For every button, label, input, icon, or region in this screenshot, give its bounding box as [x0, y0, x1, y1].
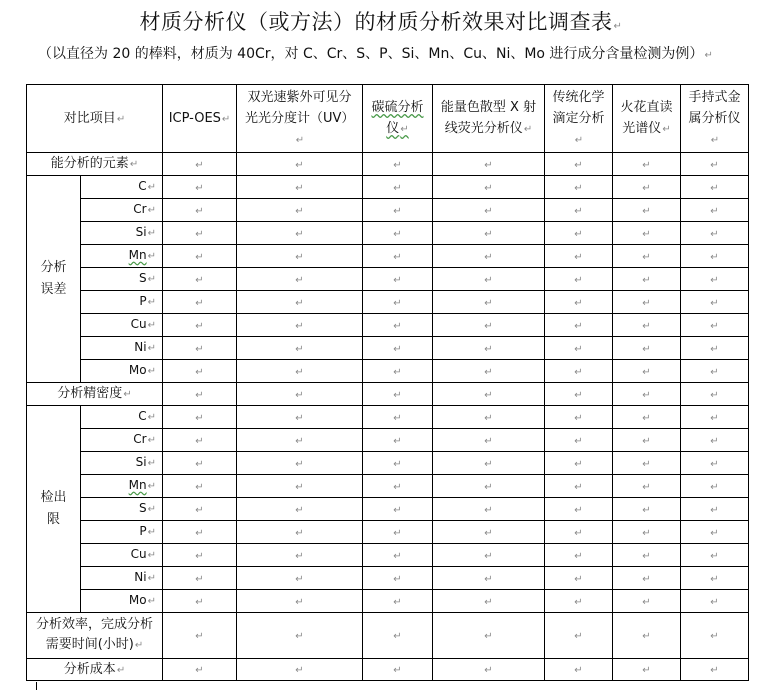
empty-cell[interactable]: ↵ — [545, 176, 613, 199]
row-elements — [27, 153, 749, 176]
empty-cell[interactable]: ↵ — [237, 383, 363, 406]
empty-cell[interactable]: ↵ — [363, 291, 433, 314]
empty-cell[interactable]: ↵ — [433, 498, 545, 521]
empty-cell[interactable]: ↵ — [433, 590, 545, 613]
empty-cell[interactable]: ↵ — [613, 222, 681, 245]
empty-cell[interactable]: ↵ — [681, 544, 749, 567]
empty-cell[interactable]: ↵ — [433, 245, 545, 268]
empty-cell[interactable]: ↵ — [433, 567, 545, 590]
header-method-cs: 碳硫分析仪↵ — [363, 85, 433, 153]
empty-cell[interactable]: ↵ — [545, 613, 613, 659]
empty-cell[interactable]: ↵ — [545, 199, 613, 222]
empty-cell[interactable]: ↵ — [237, 544, 363, 567]
empty-cell[interactable]: ↵ — [681, 475, 749, 498]
empty-cell[interactable]: ↵ — [163, 314, 237, 337]
empty-cell[interactable]: ↵ — [681, 153, 749, 176]
empty-cell[interactable]: ↵ — [363, 544, 433, 567]
empty-cell[interactable]: ↵ — [363, 245, 433, 268]
empty-cell[interactable]: ↵ — [363, 268, 433, 291]
row-error-mo — [27, 360, 749, 383]
empty-cell[interactable]: ↵ — [163, 199, 237, 222]
empty-cell[interactable]: ↵ — [237, 337, 363, 360]
element-s: S↵ — [81, 268, 163, 291]
empty-cell[interactable]: ↵ — [163, 590, 237, 613]
empty-cell[interactable]: ↵ — [613, 176, 681, 199]
empty-cell[interactable]: ↵ — [433, 337, 545, 360]
empty-cell[interactable]: ↵ — [363, 360, 433, 383]
empty-cell[interactable]: ↵ — [681, 613, 749, 659]
element-mo: Mo↵ — [81, 590, 163, 613]
page-title: 材质分析仪（或方法）的材质分析效果对比调查表↵ — [139, 10, 623, 34]
empty-cell[interactable]: ↵ — [545, 360, 613, 383]
empty-cell[interactable]: ↵ — [433, 268, 545, 291]
label-limit-group: 检出限 — [27, 406, 81, 613]
empty-cell[interactable]: ↵ — [613, 429, 681, 452]
empty-cell[interactable]: ↵ — [163, 567, 237, 590]
empty-cell[interactable]: ↵ — [237, 406, 363, 429]
label-cost: 分析成本↵ — [27, 659, 163, 681]
empty-cell[interactable]: ↵ — [163, 176, 237, 199]
header-method-handheld: 手持式金属分析仪↵ — [681, 85, 749, 153]
row-error-mn — [27, 245, 749, 268]
empty-cell[interactable]: ↵ — [433, 544, 545, 567]
element-cr: Cr↵ — [81, 199, 163, 222]
empty-cell[interactable]: ↵ — [237, 199, 363, 222]
empty-cell[interactable]: ↵ — [363, 153, 433, 176]
empty-cell[interactable]: ↵ — [545, 153, 613, 176]
element-cr: Cr↵ — [81, 429, 163, 452]
row-limit-s — [27, 498, 749, 521]
empty-cell[interactable]: ↵ — [433, 153, 545, 176]
row-limit-cr — [27, 429, 749, 452]
empty-cell[interactable]: ↵ — [681, 245, 749, 268]
empty-cell[interactable]: ↵ — [681, 406, 749, 429]
row-error-cr — [27, 199, 749, 222]
empty-cell[interactable]: ↵ — [433, 383, 545, 406]
element-c: C↵ — [81, 176, 163, 199]
empty-cell[interactable]: ↵ — [613, 314, 681, 337]
empty-cell[interactable]: ↵ — [433, 199, 545, 222]
element-mo: Mo↵ — [81, 360, 163, 383]
empty-cell[interactable]: ↵ — [545, 268, 613, 291]
empty-cell[interactable]: ↵ — [237, 475, 363, 498]
label-elements: 能分析的元素↵ — [27, 153, 163, 176]
element-c: C↵ — [81, 406, 163, 429]
element-mn: Mn↵ — [81, 475, 163, 498]
empty-cell[interactable]: ↵ — [433, 176, 545, 199]
row-error-c — [27, 176, 749, 199]
empty-cell[interactable]: ↵ — [163, 498, 237, 521]
empty-cell[interactable]: ↵ — [681, 452, 749, 475]
empty-cell[interactable]: ↵ — [163, 222, 237, 245]
empty-cell[interactable]: ↵ — [363, 567, 433, 590]
row-limit-si — [27, 452, 749, 475]
empty-cell[interactable]: ↵ — [681, 659, 749, 681]
element-si: Si↵ — [81, 452, 163, 475]
element-s: S↵ — [81, 498, 163, 521]
empty-cell[interactable]: ↵ — [237, 429, 363, 452]
empty-cell[interactable]: ↵ — [613, 452, 681, 475]
empty-cell[interactable]: ↵ — [613, 153, 681, 176]
empty-cell[interactable]: ↵ — [363, 383, 433, 406]
empty-cell[interactable]: ↵ — [433, 314, 545, 337]
row-cost — [27, 659, 749, 681]
empty-cell[interactable]: ↵ — [681, 383, 749, 406]
empty-cell[interactable]: ↵ — [681, 222, 749, 245]
row-limit-mo — [27, 590, 749, 613]
empty-cell[interactable]: ↵ — [237, 452, 363, 475]
empty-cell[interactable]: ↵ — [163, 544, 237, 567]
empty-cell[interactable]: ↵ — [681, 314, 749, 337]
element-ni: Ni↵ — [81, 567, 163, 590]
empty-cell[interactable]: ↵ — [237, 153, 363, 176]
empty-cell[interactable]: ↵ — [613, 613, 681, 659]
empty-cell[interactable]: ↵ — [363, 498, 433, 521]
empty-cell[interactable]: ↵ — [681, 521, 749, 544]
element-p: P↵ — [81, 521, 163, 544]
empty-cell[interactable]: ↵ — [363, 429, 433, 452]
element-mn: Mn↵ — [81, 245, 163, 268]
empty-cell[interactable]: ↵ — [163, 452, 237, 475]
empty-cell[interactable]: ↵ — [545, 475, 613, 498]
empty-cell[interactable]: ↵ — [545, 659, 613, 681]
empty-cell[interactable]: ↵ — [433, 222, 545, 245]
empty-cell[interactable]: ↵ — [613, 199, 681, 222]
empty-cell[interactable]: ↵ — [681, 199, 749, 222]
empty-cell[interactable]: ↵ — [613, 383, 681, 406]
empty-cell[interactable]: ↵ — [545, 590, 613, 613]
empty-cell[interactable]: ↵ — [681, 567, 749, 590]
empty-cell[interactable]: ↵ — [363, 521, 433, 544]
empty-cell[interactable]: ↵ — [363, 337, 433, 360]
empty-cell[interactable]: ↵ — [433, 406, 545, 429]
empty-cell[interactable]: ↵ — [545, 406, 613, 429]
empty-cell[interactable]: ↵ — [363, 613, 433, 659]
empty-cell[interactable]: ↵ — [613, 590, 681, 613]
row-limit-p — [27, 521, 749, 544]
empty-cell[interactable]: ↵ — [237, 567, 363, 590]
header-method-spark: 火花直读光谱仪↵ — [613, 85, 681, 153]
label-precision: 分析精密度↵ — [27, 383, 163, 406]
empty-cell[interactable]: ↵ — [613, 544, 681, 567]
comparison-table — [26, 84, 749, 681]
empty-cell[interactable]: ↵ — [613, 659, 681, 681]
empty-cell[interactable]: ↵ — [613, 268, 681, 291]
empty-cell[interactable]: ↵ — [545, 452, 613, 475]
empty-cell[interactable]: ↵ — [545, 544, 613, 567]
empty-cell[interactable]: ↵ — [237, 659, 363, 681]
empty-cell[interactable]: ↵ — [681, 429, 749, 452]
empty-cell[interactable]: ↵ — [363, 452, 433, 475]
element-cu: Cu↵ — [81, 544, 163, 567]
element-si: Si↵ — [81, 222, 163, 245]
empty-cell[interactable]: ↵ — [163, 429, 237, 452]
header-method-titration: 传统化学滴定分析↵ — [545, 85, 613, 153]
empty-cell[interactable]: ↵ — [433, 429, 545, 452]
empty-cell[interactable]: ↵ — [237, 498, 363, 521]
empty-cell[interactable]: ↵ — [237, 245, 363, 268]
row-efficiency — [27, 613, 749, 659]
empty-cell[interactable]: ↵ — [433, 452, 545, 475]
empty-cell[interactable]: ↵ — [545, 567, 613, 590]
empty-cell[interactable]: ↵ — [163, 268, 237, 291]
empty-cell[interactable]: ↵ — [613, 406, 681, 429]
empty-cell[interactable]: ↵ — [613, 475, 681, 498]
empty-cell[interactable]: ↵ — [545, 337, 613, 360]
empty-cell[interactable]: ↵ — [681, 360, 749, 383]
empty-cell[interactable]: ↵ — [237, 360, 363, 383]
row-precision — [27, 383, 749, 406]
empty-cell[interactable]: ↵ — [545, 429, 613, 452]
empty-cell[interactable]: ↵ — [237, 222, 363, 245]
empty-cell[interactable]: ↵ — [237, 176, 363, 199]
header-method-icp: ICP-OES↵ — [163, 85, 237, 153]
empty-cell[interactable]: ↵ — [163, 521, 237, 544]
empty-cell[interactable]: ↵ — [545, 521, 613, 544]
empty-cell[interactable]: ↵ — [237, 613, 363, 659]
row-limit-cu — [27, 544, 749, 567]
row-limit-ni — [27, 567, 749, 590]
empty-cell[interactable]: ↵ — [163, 153, 237, 176]
empty-cell[interactable]: ↵ — [163, 475, 237, 498]
element-cu: Cu↵ — [81, 314, 163, 337]
element-ni: Ni↵ — [81, 337, 163, 360]
row-error-s — [27, 268, 749, 291]
label-error-group: 分析误差 — [27, 176, 81, 383]
row-limit-mn — [27, 475, 749, 498]
row-error-cu — [27, 314, 749, 337]
empty-cell[interactable]: ↵ — [613, 567, 681, 590]
empty-cell[interactable]: ↵ — [433, 613, 545, 659]
empty-cell[interactable]: ↵ — [163, 245, 237, 268]
empty-cell[interactable]: ↵ — [363, 314, 433, 337]
empty-cell[interactable]: ↵ — [433, 360, 545, 383]
empty-cell[interactable]: ↵ — [613, 291, 681, 314]
empty-cell[interactable]: ↵ — [681, 268, 749, 291]
empty-cell[interactable]: ↵ — [163, 291, 237, 314]
element-p: P↵ — [81, 291, 163, 314]
empty-cell[interactable]: ↵ — [613, 245, 681, 268]
empty-cell[interactable]: ↵ — [363, 199, 433, 222]
header-row — [27, 85, 749, 153]
header-method-xrf: 能量色散型 X 射线荧光分析仪↵ — [433, 85, 545, 153]
empty-cell[interactable]: ↵ — [545, 222, 613, 245]
empty-cell[interactable]: ↵ — [613, 498, 681, 521]
empty-cell[interactable]: ↵ — [363, 590, 433, 613]
subtitle: （以直径为 20 的棒料，材质为 40Cr，对 C、Cr、S、P、Si、Mn、Cu、Ni、Mo 进行成分含量检测为例）↵ — [38, 46, 713, 62]
empty-cell[interactable]: ↵ — [163, 360, 237, 383]
empty-cell[interactable]: ↵ — [613, 521, 681, 544]
empty-cell[interactable]: ↵ — [545, 498, 613, 521]
empty-cell[interactable]: ↵ — [237, 314, 363, 337]
empty-cell[interactable]: ↵ — [681, 291, 749, 314]
empty-cell[interactable]: ↵ — [681, 590, 749, 613]
empty-cell[interactable]: ↵ — [163, 383, 237, 406]
empty-cell[interactable]: ↵ — [681, 176, 749, 199]
empty-cell[interactable]: ↵ — [681, 498, 749, 521]
header-method-uv: 双光速紫外可见分光光分度计（UV）↵ — [237, 85, 363, 153]
label-efficiency: 分析效率，完成分析需要时间(小时)↵ — [27, 613, 163, 659]
empty-cell[interactable]: ↵ — [681, 337, 749, 360]
empty-cell[interactable]: ↵ — [545, 314, 613, 337]
header-item: 对比项目↵ — [27, 85, 163, 153]
empty-cell[interactable]: ↵ — [163, 613, 237, 659]
empty-cell[interactable]: ↵ — [363, 176, 433, 199]
empty-cell[interactable]: ↵ — [433, 659, 545, 681]
row-error-p — [27, 291, 749, 314]
empty-cell[interactable]: ↵ — [545, 245, 613, 268]
empty-cell[interactable]: ↵ — [613, 337, 681, 360]
row-error-si — [27, 222, 749, 245]
row-error-ni — [27, 337, 749, 360]
empty-cell[interactable]: ↵ — [237, 291, 363, 314]
empty-cell[interactable]: ↵ — [163, 337, 237, 360]
empty-cell[interactable]: ↵ — [163, 659, 237, 681]
empty-cell[interactable]: ↵ — [363, 475, 433, 498]
empty-cell[interactable]: ↵ — [433, 521, 545, 544]
empty-cell[interactable]: ↵ — [433, 475, 545, 498]
empty-cell[interactable]: ↵ — [237, 268, 363, 291]
empty-cell[interactable]: ↵ — [433, 291, 545, 314]
empty-cell[interactable]: ↵ — [237, 590, 363, 613]
empty-cell[interactable]: ↵ — [163, 406, 237, 429]
empty-cell[interactable]: ↵ — [545, 291, 613, 314]
empty-cell[interactable]: ↵ — [613, 360, 681, 383]
row-limit-c — [27, 406, 749, 429]
empty-cell[interactable]: ↵ — [363, 406, 433, 429]
text-cursor — [36, 682, 37, 690]
empty-cell[interactable]: ↵ — [237, 521, 363, 544]
empty-cell[interactable]: ↵ — [363, 659, 433, 681]
empty-cell[interactable]: ↵ — [545, 383, 613, 406]
empty-cell[interactable]: ↵ — [363, 222, 433, 245]
